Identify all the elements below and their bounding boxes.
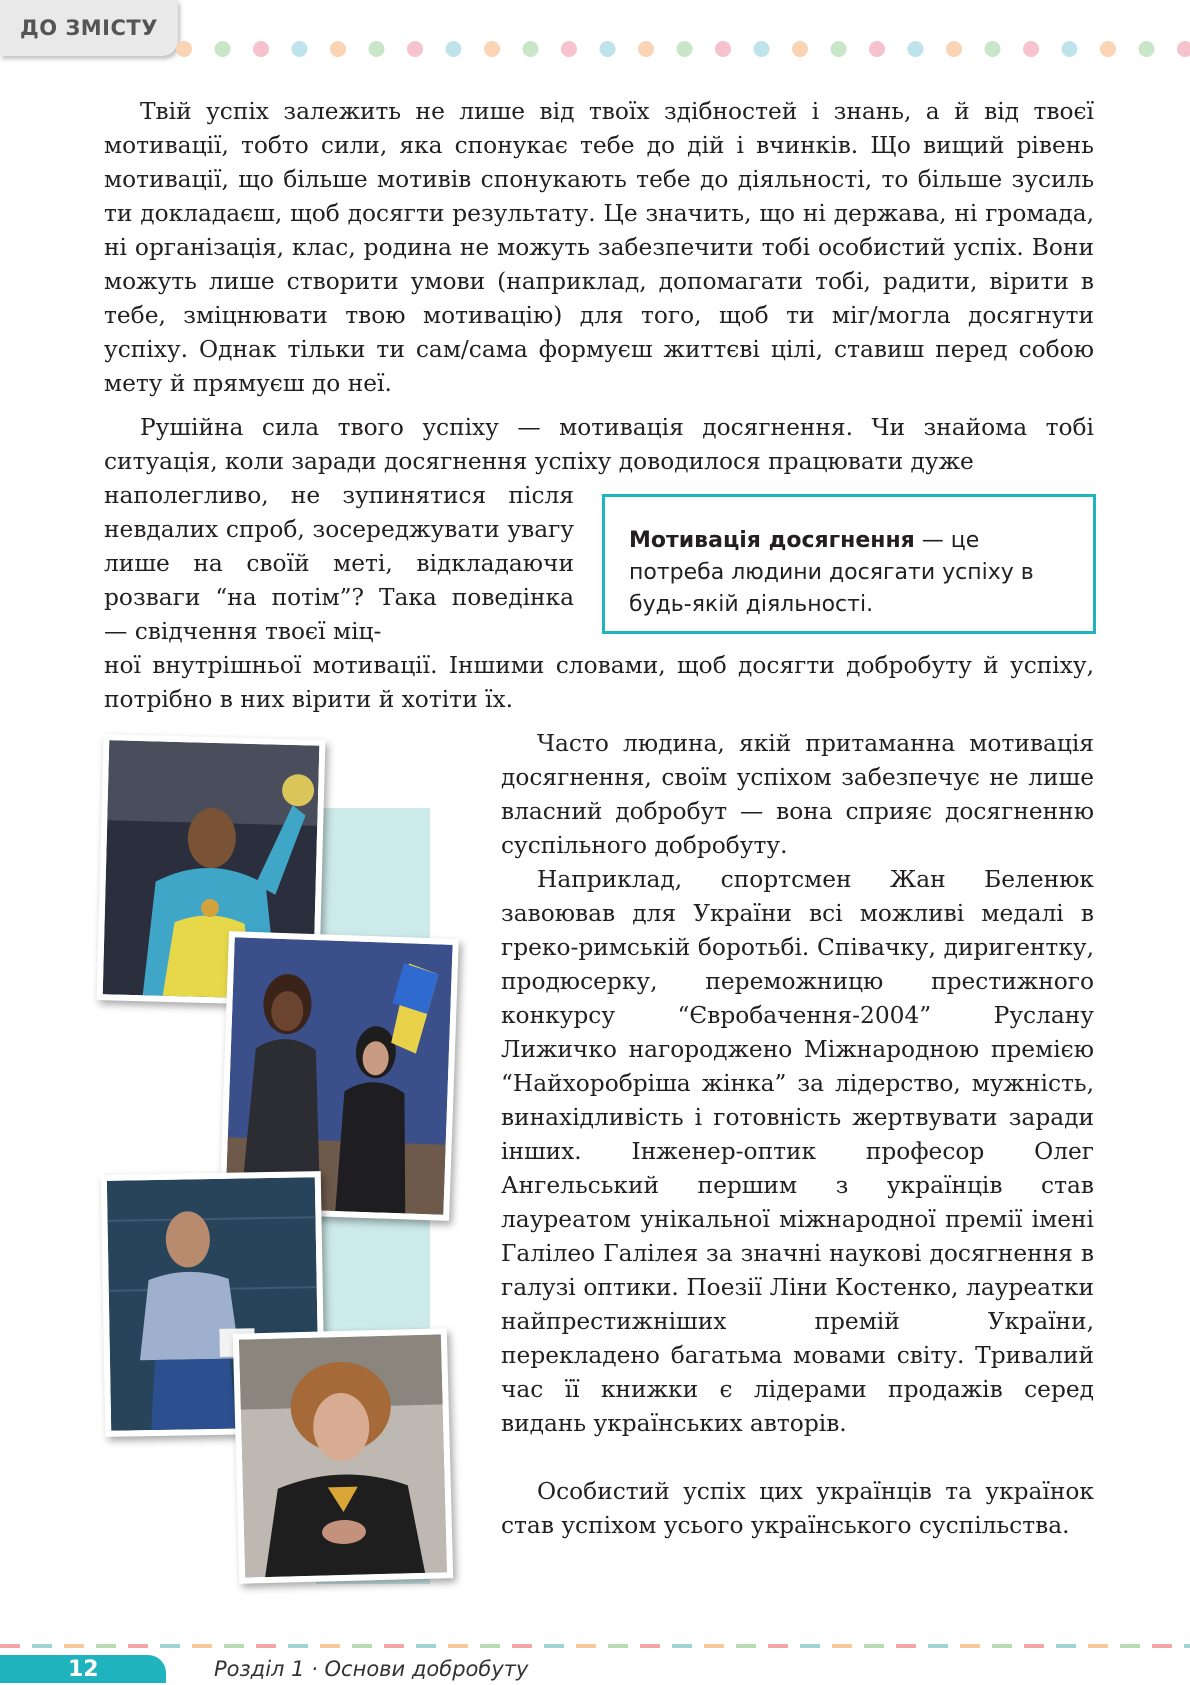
footer-dash <box>736 1644 756 1648</box>
footer-dash <box>384 1644 404 1648</box>
decorative-dot <box>523 41 539 57</box>
decorative-dot <box>754 41 770 57</box>
footer-dash <box>960 1644 980 1648</box>
decorative-dot <box>1023 41 1039 57</box>
page-number: 12 <box>0 1655 166 1683</box>
footer-dashed-line <box>0 1643 1190 1649</box>
footer-dash <box>160 1644 180 1648</box>
decorative-dot <box>1139 41 1155 57</box>
decorative-dot <box>215 41 231 57</box>
footer-dash <box>1088 1644 1108 1648</box>
decorative-dot <box>908 41 924 57</box>
footer-dash <box>800 1644 820 1648</box>
footer-dash <box>640 1644 660 1648</box>
decorative-dots <box>172 40 1190 58</box>
footer-dash <box>672 1644 692 1648</box>
decorative-dot <box>792 41 808 57</box>
footer-dash <box>768 1644 788 1648</box>
footer-dash <box>448 1644 468 1648</box>
footer-dash <box>608 1644 628 1648</box>
toc-button[interactable]: ДО ЗМІСТУ <box>0 0 178 56</box>
decorative-dot <box>1100 41 1116 57</box>
footer-dash <box>864 1644 884 1648</box>
footer-dash <box>352 1644 372 1648</box>
paragraph-2-end: ної внутрішньої мотивації. Іншими словами, щоб досягти добробуту й успіху, потрібно в них вірити й хотіти їх. <box>104 652 1094 713</box>
footer-dash <box>928 1644 948 1648</box>
footer-dash <box>1056 1644 1076 1648</box>
footer-dash <box>224 1644 244 1648</box>
decorative-dot <box>1062 41 1078 57</box>
paragraph-2-start: Рушійна сила твого успіху — мотивація досягнення. Чи знайома тобі ситуація, коли заради досягнення успіху доводилося працювати дуже <box>104 414 1094 475</box>
footer-dash <box>0 1644 20 1648</box>
paragraph-5: Особистий успіх цих українців та українок став успіхом усього українського суспільства. <box>501 1478 1094 1539</box>
decorative-dot <box>292 41 308 57</box>
decorative-dot <box>369 41 385 57</box>
definition-text: — це потреба людини досягати успіху в будь-якій діяльності. <box>629 528 1034 617</box>
footer-dash <box>288 1644 308 1648</box>
decorative-dot <box>407 41 423 57</box>
footer-dash <box>416 1644 436 1648</box>
decorative-dot <box>869 41 885 57</box>
decorative-dot <box>831 41 847 57</box>
footer-dash <box>576 1644 596 1648</box>
footer-dash <box>64 1644 84 1648</box>
decorative-dot <box>330 41 346 57</box>
decorative-dot <box>946 41 962 57</box>
footer-dash <box>128 1644 148 1648</box>
decorative-dot <box>677 41 693 57</box>
footer-dash <box>320 1644 340 1648</box>
footer-dash <box>992 1644 1012 1648</box>
paragraph-2-narrow: наполегливо, не зупинятися після невдалих спроб, зосереджувати увагу лише на своїй меті, відкладаючи розваги “на потім”? Така поведінка — свідчення твоєї міц- <box>104 482 574 645</box>
footer-dash <box>1024 1644 1044 1648</box>
footer-dash <box>256 1644 276 1648</box>
decorative-dot <box>484 41 500 57</box>
footer-dash <box>32 1644 52 1648</box>
section-title: Розділ 1 · Основи добробуту <box>214 1657 529 1681</box>
photo-poet <box>233 1328 453 1584</box>
decorative-dot <box>600 41 616 57</box>
decorative-dot <box>985 41 1001 57</box>
paragraph-4: Наприклад, спортсмен Жан Беленюк завоював для України всі можливі медалі в греко-римській боротьбі. Співачку, диригентку, продюсерку, переможницю престижного конкурсу “Євробачення-2004” Руслану Лижичко нагороджено Міжнародною премією “Найхоробріша жінка” за лідерство, мужність, винахідливість і готовність жертвувати заради інших. Інженер-оптик професор Олег Ангельський першим з українців став лауреатом унікальної міжнародної премії імені Галілео Галілея за значні наукові досягнення в галузі оптики. Поезії Ліни Костенко, лауреатки найпрестижніших премій України, перекладено багатьма мовами світу. Тривалий час її книжки є лідерами продажів серед видань українських авторів. <box>501 866 1094 1437</box>
footer-dash <box>1184 1644 1190 1648</box>
footer-dash <box>1120 1644 1140 1648</box>
footer-dash <box>544 1644 564 1648</box>
definition-box <box>602 494 1096 634</box>
decorative-dot <box>638 41 654 57</box>
decorative-dot <box>715 41 731 57</box>
footer-dash <box>512 1644 532 1648</box>
decorative-dot <box>1177 41 1190 57</box>
footer-dash <box>704 1644 724 1648</box>
footer-dash <box>480 1644 500 1648</box>
paragraph-1: Твій успіх залежить не лише від твоїх здібностей і знань, а й від твоєї мотивації, тобто сили, яка спонукає тебе до дій і вчинків. Що вищий рівень мотивації, що більше мотивів спонукають тебе до діяльності, то більше зусиль ти докладаєш, щоб досягти результату. Це значить, що ні держава, ні громада, ні організація, клас, родина не можуть забезпечити тобі особистий успіх. Вони можуть лише створити умови (наприклад, допомагати тобі, радити, вірити в тебе, зміцнювати твою мотивацію) для того, щоб ти міг/могла досягнути успіху. Однак тільки ти сам/сама формуєш життєві цілі, ставиш перед собою мету й прямуєш до неї. <box>104 98 1094 397</box>
footer-dash <box>832 1644 852 1648</box>
decorative-dot <box>561 41 577 57</box>
decorative-dot <box>446 41 462 57</box>
definition-term: Мотивація досягнення <box>629 528 915 553</box>
footer-dash <box>96 1644 116 1648</box>
footer-dash <box>1152 1644 1172 1648</box>
paragraph-3: Часто людина, якій притаманна мотивація досягнення, своїм успіхом забезпечує не лише власний добробут — вона сприяє досягненню суспільного добробуту. <box>501 730 1094 859</box>
decorative-dot <box>253 41 269 57</box>
footer-dash <box>896 1644 916 1648</box>
footer-dash <box>192 1644 212 1648</box>
decorative-dot <box>176 41 192 57</box>
